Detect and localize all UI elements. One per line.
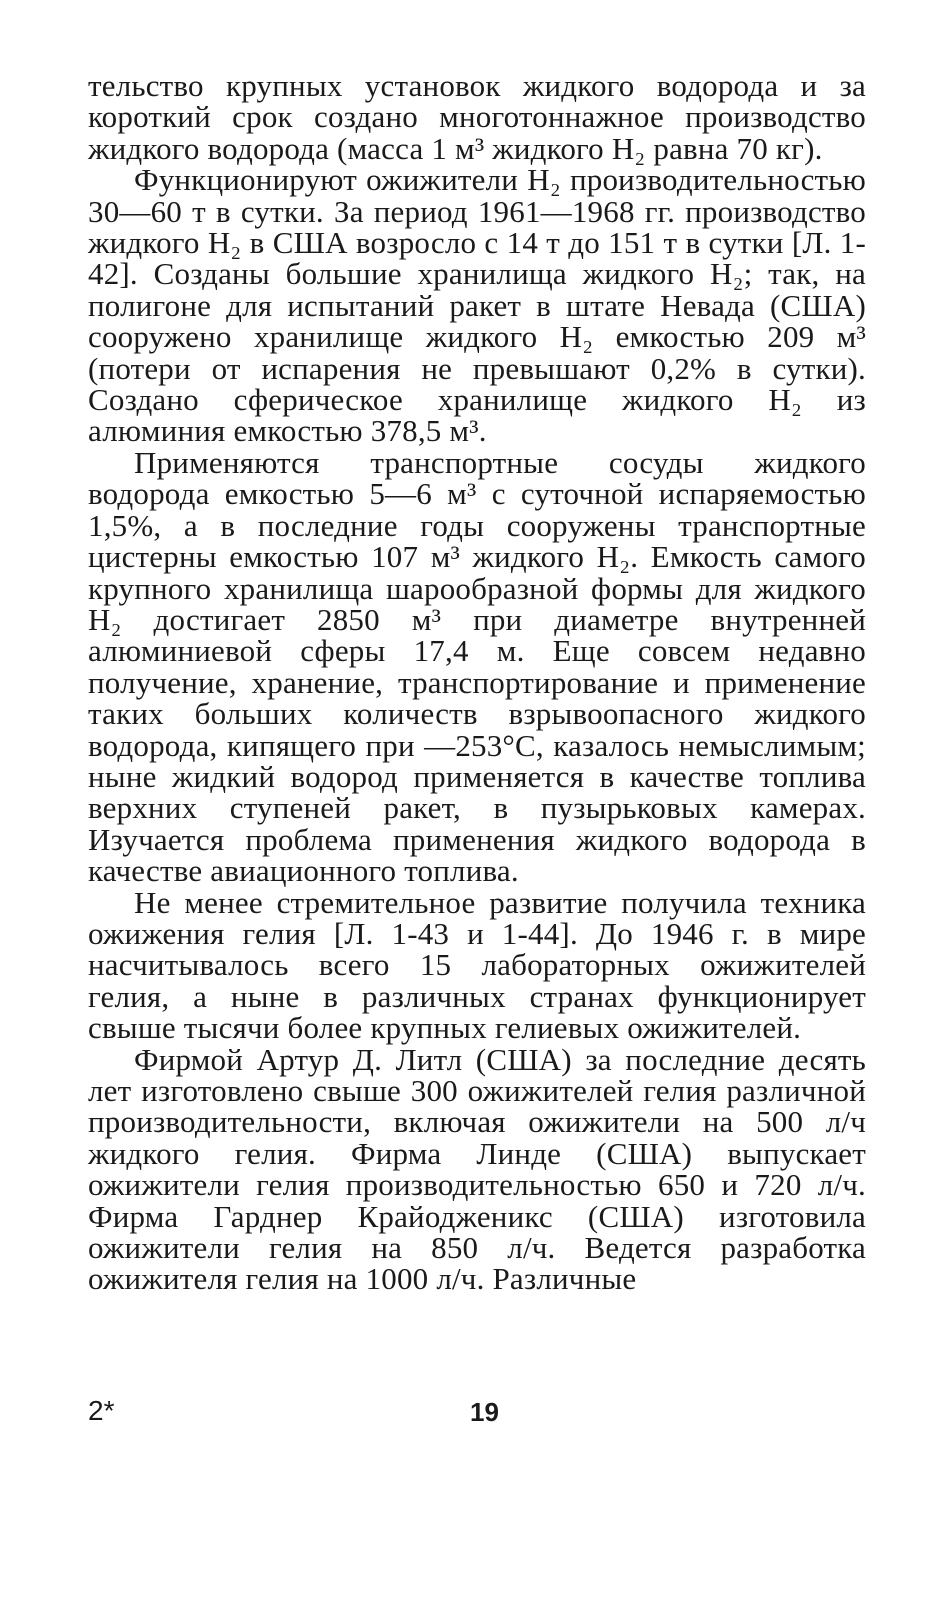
paragraph-helium-manufacturers: Фирмой Артур Д. Литл (США) за последние десять лет изготовлено свыше 300 ожижителей гелия различной производительности, включая ожижители на 500 л/ч жидкого гелия. Фирма Линде (США) выпускает ожижители гелия производительностью 650 и 720 л/ч. Фирма Гарднер Крайодженикс (США) изготовила ожижители гелия на 850 л/ч. Ведется разработка ожижителя гелия на 1000 л/ч. Различные xyxy=(88,1041,866,1297)
page-footer xyxy=(88,1395,866,1435)
page-body xyxy=(88,70,866,1295)
printer-signature: 2* xyxy=(88,1395,115,1426)
paragraph-continuation: тельство крупных установок жидкого водорода и за короткий срок создано многотоннажное производство жидкого водорода (масса 1 м³ жидкого H₂ равна 70 кг). xyxy=(88,68,866,166)
paragraph-hydrogen-liquefiers: Функционируют ожижители H₂ производительностью 30—60 т в сутки. За период 1961—1968 гг. производство жидкого H₂ в США возросло с 14 т до 151 т в сутки [Л. 1-42]. Созданы большие хранилища жидкого H₂; так, на полигоне для испытаний ракет в штате Невада (США) сооружено хранилище жидкого H₂ емкостью 209 м³ (потери от испарения не превышают 0,2% в сутки). Создано сферическое хранилище жидкого H₂ из алюминия емкостью 378,5 м³. xyxy=(88,162,866,449)
paragraph-transport-vessels: Применяются транспортные сосуды жидкого водорода емкостью 5—6 м³ с суточной испаряемостью 1,5%, а в последние годы сооружены транспортные цистерны емкостью 107 м³ жидкого H₂. Емкость самого крупного хранилища шарообразной формы для жидкого H₂ достигает 2850 м³ при диаметре внутренней алюминиевой сферы 17,4 м. Еще совсем недавно получение, хранение, транспортирование и применение таких больших количеств взрывоопасного жидкого водорода, кипящего при —253°С, казалось немыслимым; ныне жидкий водород применяется в качестве топлива верхних ступеней ракет, в пузырьковых камерах. Изучается проблема применения жидкого водорода в качестве авиационного топлива. xyxy=(88,444,866,889)
paragraph-helium-liquefaction: Не менее стремительное развитие получила техника ожижения гелия [Л. 1-43 и 1-44]. До 1946 г. в мире насчитывалось всего 15 лабораторных ожижителей гелия, а ныне в различных странах функционирует свыше тысячи более крупных гелиевых ожижителей. xyxy=(88,884,866,1046)
page-number: 19 xyxy=(470,1397,499,1427)
